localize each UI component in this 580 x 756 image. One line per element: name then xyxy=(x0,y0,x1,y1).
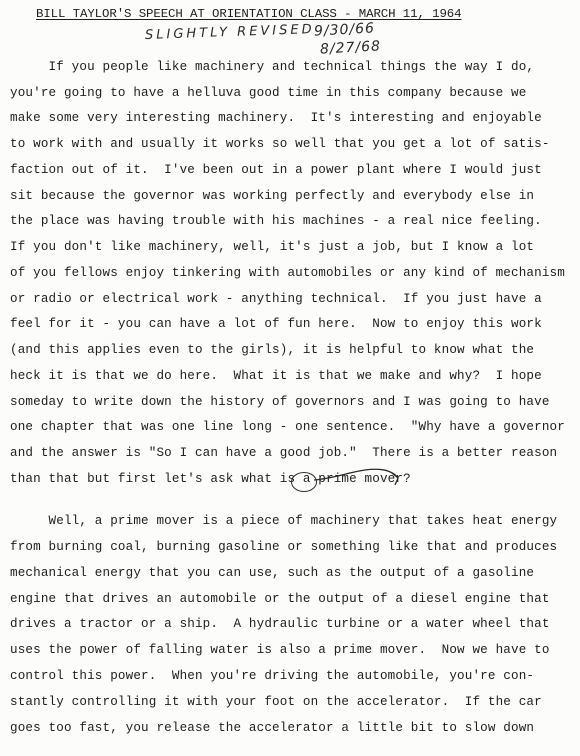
text-line: than that but first let's ask what is a prime mover? xyxy=(10,472,411,486)
text-line: the place was having trouble with his machines - a real nice feeling. xyxy=(10,214,542,228)
text-line: make some very interesting machinery. It's interesting and enjoyable xyxy=(10,111,542,125)
text-line: sit because the governor was working perfectly and everybody else in xyxy=(10,189,535,203)
text-line: engine that drives an automobile or the output of a diesel engine that xyxy=(10,592,550,606)
handwritten-date-1: 9/30/66 xyxy=(313,20,376,40)
document-title: BILL TAYLOR'S SPEECH AT ORIENTATION CLASS - MARCH 11, 1964 xyxy=(36,7,462,21)
text-line: Well, a prime mover is a piece of machinery that takes heat energy xyxy=(10,514,558,528)
text-line: heck it is that we do here. What it is that we make and why? I hope xyxy=(10,369,542,383)
text-line: If you don't like machinery, well, it's just a job, but I know a lot xyxy=(10,240,535,254)
text-line: and the answer is "So I can have a good job." There is a better reason xyxy=(10,446,558,460)
text-line: feel for it - you can have a lot of fun here. Now to enjoy this work xyxy=(10,317,542,331)
text-line: drives a tractor or a ship. A hydraulic turbine or a water wheel that xyxy=(10,617,550,631)
text-line: or radio or electrical work - anything technical. If you just have a xyxy=(10,292,542,306)
text-line: one chapter that was one line long - one sentence. "Why have a governor xyxy=(10,420,565,434)
text-line: mechanical energy that you can use, such as the output of a gasoline xyxy=(10,566,535,580)
text-line: stantly controlling it with your foot on the accelerator. If the car xyxy=(10,695,542,709)
text-line: to work with and usually it works so well that you get a lot of satis- xyxy=(10,137,550,151)
text-line: someday to write down the history of governors and I was going to have xyxy=(10,395,550,409)
text-line: from burning coal, burning gasoline or something like that and produces xyxy=(10,540,558,554)
text-line: faction out of it. I've been out in a power plant where I would just xyxy=(10,163,542,177)
text-line: of you fellows enjoy tinkering with automobiles or any kind of mechanism xyxy=(10,266,565,280)
text-line: If you people like machinery and technical things the way I do, xyxy=(10,60,535,74)
handwritten-revision-note: SLIGHTLY REVISED xyxy=(144,22,315,43)
handwritten-date-2: 8/27/68 xyxy=(319,38,382,58)
text-line: goes too fast, you release the accelerator a little bit to slow down xyxy=(10,721,535,735)
text-line: (and this applies even to the girls), it is helpful to know what the xyxy=(10,343,535,357)
text-line: control this power. When you're driving the automobile, you're con- xyxy=(10,669,535,683)
text-line: you're going to have a helluva good time in this company because we xyxy=(10,86,527,100)
text-line: uses the power of falling water is also a prime mover. Now we have to xyxy=(10,643,550,657)
